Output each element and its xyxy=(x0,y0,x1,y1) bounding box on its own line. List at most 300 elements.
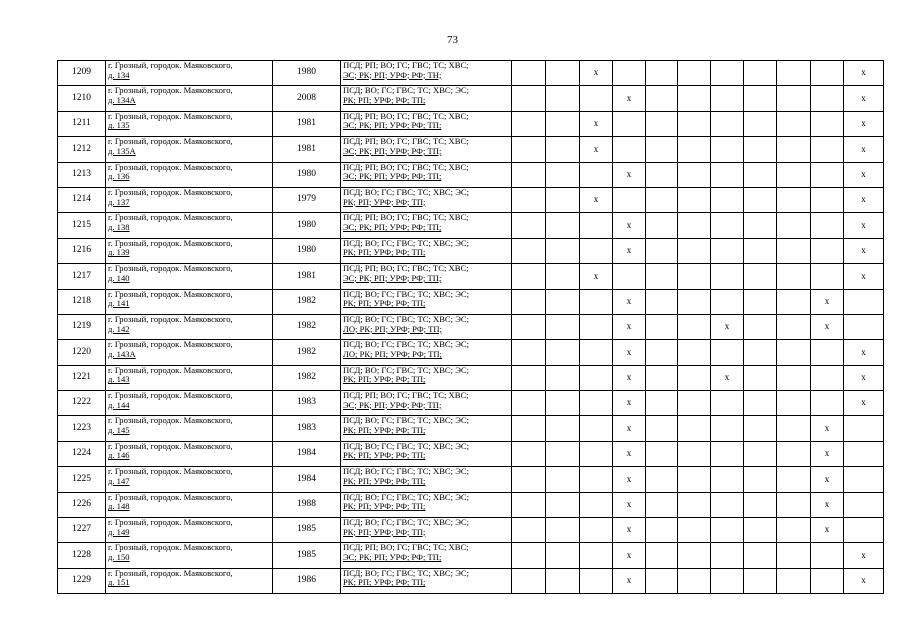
mark-cell xyxy=(777,289,811,314)
systems-line: ПСД; ВО; ГС; ГВС; ТС; ХВС; ЭС; xyxy=(343,492,469,502)
address-line: г. Грозный, городок. Маяковского, xyxy=(108,162,233,172)
mark-cell: x xyxy=(811,467,844,492)
systems-cell xyxy=(341,111,512,136)
address-cell xyxy=(106,61,273,86)
mark-cell xyxy=(546,441,580,466)
house-number: д. 144 xyxy=(108,399,130,410)
mark-cell: x xyxy=(613,86,646,111)
address-line: г. Грозный, городок. Маяковского, xyxy=(108,415,233,426)
systems-line: ПСД; РП; ВО; ГС; ГВС; ТС; ХВС; xyxy=(343,136,469,147)
build-year: 1983 xyxy=(273,416,341,441)
mark-cell xyxy=(512,543,546,568)
mark-cell: x xyxy=(844,264,884,289)
table-row xyxy=(58,518,884,543)
systems-cell xyxy=(341,568,512,593)
systems-line: ПСД; РП; ВО; ГС; ГВС; ТС; ХВС; xyxy=(343,390,469,401)
systems-cell xyxy=(341,162,512,187)
row-number: 1210 xyxy=(58,86,106,111)
systems-line: ЛО; РК; РП; УРФ; РФ; ТП; xyxy=(343,323,442,334)
mark-cell xyxy=(546,314,580,339)
mark-cell: x xyxy=(844,187,884,212)
mark-cell xyxy=(744,391,777,416)
house-number: д. 139 xyxy=(108,247,130,258)
build-year: 1986 xyxy=(273,568,341,593)
mark-cell: x xyxy=(580,137,613,162)
mark-cell xyxy=(646,340,678,365)
systems-line: ПСД; ВО; ГС; ГВС; ТС; ХВС; ЭС; xyxy=(343,238,469,248)
address-line: г. Грозный, городок. Маяковского, xyxy=(108,441,233,451)
mark-cell xyxy=(811,213,844,238)
mark-cell xyxy=(580,518,613,543)
mark-cell xyxy=(646,518,678,543)
systems-line: РК; РП; УРФ; РФ; ТП; xyxy=(343,196,426,207)
house-number: д. 146 xyxy=(108,450,130,461)
row-number: 1218 xyxy=(58,289,106,314)
mark-cell xyxy=(512,111,546,136)
mark-cell xyxy=(613,111,646,136)
mark-cell xyxy=(744,187,777,212)
row-number: 1212 xyxy=(58,137,106,162)
mark-cell xyxy=(580,492,613,517)
mark-cell xyxy=(678,441,711,466)
mark-cell xyxy=(678,238,711,263)
mark-cell xyxy=(678,137,711,162)
systems-line: ЭС; РК; РП; УРФ; РФ; ТП; xyxy=(343,552,442,563)
systems-cell xyxy=(341,289,512,314)
row-number: 1223 xyxy=(58,416,106,441)
mark-cell xyxy=(613,187,646,212)
address-line: г. Грозный, городок. Маяковского, xyxy=(108,365,233,375)
mark-cell xyxy=(580,289,613,314)
mark-cell xyxy=(546,137,580,162)
mark-cell: x xyxy=(613,314,646,339)
mark-cell xyxy=(777,264,811,289)
house-number: д. 143 xyxy=(108,374,130,385)
mark-cell xyxy=(678,187,711,212)
table-row xyxy=(58,568,884,593)
build-year: 1980 xyxy=(273,238,341,263)
mark-cell xyxy=(777,187,811,212)
house-number: д. 148 xyxy=(108,501,130,512)
mark-cell xyxy=(777,213,811,238)
mark-cell: x xyxy=(811,492,844,517)
mark-cell xyxy=(580,314,613,339)
row-number: 1228 xyxy=(58,543,106,568)
mark-cell xyxy=(811,61,844,86)
mark-cell xyxy=(811,568,844,593)
build-year: 1980 xyxy=(273,213,341,238)
systems-line: ПСД; ВО; ГС; ГВС; ТС; ХВС; ЭС; xyxy=(343,415,469,426)
table-row xyxy=(58,441,884,466)
table-row xyxy=(58,492,884,517)
mark-cell xyxy=(777,391,811,416)
systems-line: РК; РП; УРФ; РФ; ТП; xyxy=(343,425,426,436)
mark-cell: x xyxy=(844,111,884,136)
address-line: г. Грозный, городок. Маяковского, xyxy=(108,60,233,70)
systems-line: ПСД; ВО; ГС; ГВС; ТС; ХВС; ЭС; xyxy=(343,85,469,96)
mark-cell xyxy=(777,467,811,492)
mark-cell xyxy=(811,111,844,136)
table-row xyxy=(58,213,884,238)
mark-cell xyxy=(711,568,744,593)
mark-cell xyxy=(512,289,546,314)
mark-cell: x xyxy=(580,111,613,136)
mark-cell xyxy=(646,391,678,416)
address-cell xyxy=(106,416,273,441)
mark-cell xyxy=(580,441,613,466)
mark-cell xyxy=(811,137,844,162)
mark-cell: x xyxy=(613,289,646,314)
table-row xyxy=(58,467,884,492)
mark-cell xyxy=(512,264,546,289)
mark-cell xyxy=(678,467,711,492)
table-row xyxy=(58,111,884,136)
mark-cell xyxy=(646,314,678,339)
build-year: 1983 xyxy=(273,391,341,416)
mark-cell xyxy=(646,568,678,593)
mark-cell xyxy=(744,492,777,517)
mark-cell xyxy=(777,416,811,441)
mark-cell xyxy=(777,61,811,86)
mark-cell: x xyxy=(613,391,646,416)
address-line: г. Грозный, городок. Маяковского, xyxy=(108,111,233,121)
mark-cell: x xyxy=(580,61,613,86)
table-row xyxy=(58,391,884,416)
address-cell xyxy=(106,111,273,136)
mark-cell xyxy=(646,543,678,568)
table-row xyxy=(58,289,884,314)
mark-cell xyxy=(580,340,613,365)
row-number: 1209 xyxy=(58,61,106,86)
mark-cell xyxy=(811,340,844,365)
mark-cell xyxy=(811,543,844,568)
housing-table xyxy=(57,60,884,594)
mark-cell xyxy=(777,137,811,162)
mark-cell xyxy=(711,111,744,136)
page-number: 73 xyxy=(447,34,458,46)
row-number: 1214 xyxy=(58,187,106,212)
address-line: г. Грозный, городок. Маяковского, xyxy=(108,568,233,578)
mark-cell xyxy=(646,264,678,289)
systems-line: ЭС; РК; РП; УРФ; РФ; ТП; xyxy=(343,120,442,131)
systems-line: ЭС; РК; РП; УРФ; РФ; ТП; xyxy=(343,272,442,283)
row-number: 1219 xyxy=(58,314,106,339)
row-number: 1222 xyxy=(58,391,106,416)
table-row xyxy=(58,137,884,162)
address-line: г. Грозный, городок. Маяковского, xyxy=(108,339,233,350)
mark-cell: x xyxy=(844,162,884,187)
mark-cell xyxy=(711,492,744,517)
mark-cell xyxy=(580,213,613,238)
systems-line: РК; РП; УРФ; РФ; ТП; xyxy=(343,94,426,105)
mark-cell xyxy=(546,543,580,568)
mark-cell xyxy=(711,264,744,289)
mark-cell xyxy=(646,365,678,390)
systems-cell xyxy=(341,518,512,543)
systems-line: ЭС; РК; РП; УРФ; РФ; ТП; xyxy=(343,221,442,232)
mark-cell xyxy=(512,314,546,339)
address-cell xyxy=(106,264,273,289)
row-number: 1213 xyxy=(58,162,106,187)
mark-cell xyxy=(512,187,546,212)
build-year: 1980 xyxy=(273,61,341,86)
address-line: г. Грозный, городок. Маяковского, xyxy=(108,289,233,299)
build-year: 1981 xyxy=(273,137,341,162)
mark-cell xyxy=(844,416,884,441)
house-number: д. 136 xyxy=(108,171,130,182)
systems-cell xyxy=(341,61,512,86)
row-number: 1224 xyxy=(58,441,106,466)
systems-line: ПСД; РП; ВО; ГС; ГВС; ТС; ХВС; xyxy=(343,542,469,553)
systems-line: ПСД; РП; ВО; ГС; ГВС; ТС; ХВС; xyxy=(343,60,469,70)
build-year: 1982 xyxy=(273,340,341,365)
mark-cell xyxy=(744,543,777,568)
table-row xyxy=(58,340,884,365)
row-number: 1221 xyxy=(58,365,106,390)
table-row xyxy=(58,314,884,339)
mark-cell xyxy=(512,365,546,390)
address-cell xyxy=(106,86,273,111)
systems-line: ПСД; ВО; ГС; ГВС; ТС; ХВС; ЭС; xyxy=(343,314,469,324)
mark-cell xyxy=(646,162,678,187)
mark-cell xyxy=(512,137,546,162)
systems-line: ПСД; РП; ВО; ГС; ГВС; ТС; ХВС; xyxy=(343,212,469,223)
mark-cell xyxy=(711,467,744,492)
systems-line: ЭС; РК; РП; УРФ; РФ; ТН; xyxy=(343,69,442,80)
mark-cell xyxy=(777,314,811,339)
mark-cell xyxy=(744,238,777,263)
mark-cell xyxy=(844,314,884,339)
address-cell xyxy=(106,187,273,212)
mark-cell xyxy=(512,86,546,111)
mark-cell xyxy=(811,365,844,390)
mark-cell xyxy=(546,162,580,187)
mark-cell xyxy=(580,391,613,416)
systems-line: ПСД; ВО; ГС; ГВС; ТС; ХВС; ЭС; xyxy=(343,187,469,197)
address-cell xyxy=(106,467,273,492)
row-number: 1220 xyxy=(58,340,106,365)
systems-line: РК; РП; УРФ; РФ; ТП; xyxy=(343,247,426,258)
mark-cell: x xyxy=(844,340,884,365)
systems-line: ПСД; ВО; ГС; ГВС; ТС; ХВС; ЭС; xyxy=(343,289,469,299)
systems-cell xyxy=(341,543,512,568)
build-year: 1988 xyxy=(273,492,341,517)
house-number: д. 134А xyxy=(108,94,136,105)
mark-cell: x xyxy=(844,568,884,593)
build-year: 1981 xyxy=(273,264,341,289)
mark-cell xyxy=(546,187,580,212)
systems-line: ПСД; ВО; ГС; ГВС; ТС; ХВС; ЭС; xyxy=(343,568,469,578)
build-year: 2008 xyxy=(273,86,341,111)
mark-cell xyxy=(777,518,811,543)
mark-cell xyxy=(811,187,844,212)
mark-cell: x xyxy=(613,162,646,187)
house-number: д. 135А xyxy=(108,145,136,156)
mark-cell: x xyxy=(811,416,844,441)
mark-cell xyxy=(512,391,546,416)
mark-cell xyxy=(744,162,777,187)
mark-cell xyxy=(678,61,711,86)
systems-line: ПСД; ВО; ГС; ГВС; ТС; ХВС; ЭС; xyxy=(343,517,469,528)
mark-cell xyxy=(512,162,546,187)
mark-cell xyxy=(844,518,884,543)
mark-cell: x xyxy=(711,314,744,339)
mark-cell xyxy=(711,61,744,86)
systems-cell xyxy=(341,441,512,466)
mark-cell xyxy=(512,238,546,263)
mark-cell xyxy=(711,416,744,441)
address-cell xyxy=(106,314,273,339)
build-year: 1984 xyxy=(273,441,341,466)
mark-cell xyxy=(711,162,744,187)
mark-cell: x xyxy=(811,518,844,543)
mark-cell xyxy=(777,86,811,111)
mark-cell xyxy=(646,86,678,111)
build-year: 1985 xyxy=(273,518,341,543)
mark-cell xyxy=(512,441,546,466)
mark-cell xyxy=(844,467,884,492)
mark-cell xyxy=(777,365,811,390)
systems-line: РК; РП; УРФ; РФ; ТП; xyxy=(343,526,426,537)
build-year: 1981 xyxy=(273,111,341,136)
table-row xyxy=(58,86,884,111)
house-number: д. 140 xyxy=(108,272,130,283)
address-line: г. Грозный, городок. Маяковского, xyxy=(108,314,233,324)
systems-line: ПСД; ВО; ГС; ГВС; ТС; ХВС; ЭС; xyxy=(343,365,469,375)
mark-cell: x xyxy=(613,416,646,441)
mark-cell xyxy=(546,213,580,238)
address-line: г. Грозный, городок. Маяковского, xyxy=(108,238,233,248)
address-line: г. Грозный, городок. Маяковского, xyxy=(108,390,233,401)
mark-cell xyxy=(744,289,777,314)
address-cell xyxy=(106,518,273,543)
systems-cell xyxy=(341,137,512,162)
mark-cell xyxy=(646,441,678,466)
mark-cell xyxy=(580,86,613,111)
mark-cell xyxy=(646,137,678,162)
mark-cell xyxy=(646,289,678,314)
mark-cell xyxy=(678,264,711,289)
mark-cell xyxy=(580,543,613,568)
row-number: 1229 xyxy=(58,568,106,593)
systems-cell xyxy=(341,238,512,263)
mark-cell xyxy=(546,289,580,314)
address-cell xyxy=(106,391,273,416)
mark-cell xyxy=(777,568,811,593)
table-row xyxy=(58,365,884,390)
build-year: 1984 xyxy=(273,467,341,492)
systems-line: ЛО; РК; РП; УРФ; РФ; ТП; xyxy=(343,348,442,359)
mark-cell xyxy=(711,441,744,466)
row-number: 1227 xyxy=(58,518,106,543)
mark-cell xyxy=(811,264,844,289)
row-number: 1225 xyxy=(58,467,106,492)
mark-cell: x xyxy=(844,86,884,111)
systems-line: РК; РП; УРФ; РФ; ТП; xyxy=(343,450,426,461)
systems-line: РК; РП; УРФ; РФ; ТП; xyxy=(343,374,426,385)
systems-line: ПСД; ВО; ГС; ГВС; ТС; ХВС; ЭС; xyxy=(343,466,469,477)
systems-cell xyxy=(341,314,512,339)
systems-cell xyxy=(341,340,512,365)
mark-cell xyxy=(777,441,811,466)
mark-cell xyxy=(744,137,777,162)
house-number: д. 142 xyxy=(108,323,130,334)
address-line: г. Грозный, городок. Маяковского, xyxy=(108,136,233,147)
mark-cell xyxy=(777,340,811,365)
mark-cell xyxy=(711,391,744,416)
mark-cell: x xyxy=(580,264,613,289)
mark-cell xyxy=(678,543,711,568)
mark-cell xyxy=(646,416,678,441)
mark-cell: x xyxy=(844,213,884,238)
mark-cell xyxy=(711,137,744,162)
build-year: 1980 xyxy=(273,162,341,187)
mark-cell xyxy=(711,340,744,365)
mark-cell: x xyxy=(711,365,744,390)
mark-cell: x xyxy=(613,340,646,365)
row-number: 1226 xyxy=(58,492,106,517)
mark-cell xyxy=(678,365,711,390)
address-cell xyxy=(106,289,273,314)
systems-cell xyxy=(341,264,512,289)
mark-cell xyxy=(744,467,777,492)
mark-cell xyxy=(546,416,580,441)
mark-cell xyxy=(613,264,646,289)
systems-cell xyxy=(341,86,512,111)
row-number: 1216 xyxy=(58,238,106,263)
mark-cell xyxy=(546,61,580,86)
systems-line: РК; РП; УРФ; РФ; ТП; xyxy=(343,577,426,588)
mark-cell xyxy=(580,416,613,441)
address-cell xyxy=(106,543,273,568)
mark-cell xyxy=(777,111,811,136)
systems-line: ПСД; ВО; ГС; ГВС; ТС; ХВС; ЭС; xyxy=(343,339,469,350)
mark-cell xyxy=(678,518,711,543)
mark-cell xyxy=(546,568,580,593)
mark-cell xyxy=(512,492,546,517)
mark-cell: x xyxy=(613,467,646,492)
mark-cell: x xyxy=(613,518,646,543)
mark-cell: x xyxy=(613,213,646,238)
mark-cell xyxy=(512,416,546,441)
mark-cell xyxy=(512,467,546,492)
table-row xyxy=(58,187,884,212)
address-line: г. Грозный, городок. Маяковского, xyxy=(108,517,233,528)
mark-cell: x xyxy=(844,137,884,162)
mark-cell xyxy=(744,264,777,289)
table-row xyxy=(58,416,884,441)
mark-cell xyxy=(613,61,646,86)
mark-cell xyxy=(744,568,777,593)
mark-cell xyxy=(646,61,678,86)
systems-line: ЭС; РК; РП; УРФ; РФ; ТП; xyxy=(343,171,442,182)
house-number: д. 137 xyxy=(108,196,130,207)
mark-cell xyxy=(744,61,777,86)
mark-cell xyxy=(711,238,744,263)
address-line: г. Грозный, городок. Маяковского, xyxy=(108,263,233,274)
mark-cell xyxy=(646,467,678,492)
house-number: д. 135 xyxy=(108,120,130,131)
mark-cell xyxy=(512,61,546,86)
mark-cell xyxy=(678,416,711,441)
mark-cell xyxy=(678,111,711,136)
mark-cell xyxy=(512,340,546,365)
mark-cell xyxy=(744,340,777,365)
mark-cell xyxy=(711,187,744,212)
house-number: д. 149 xyxy=(108,526,130,537)
address-cell xyxy=(106,137,273,162)
mark-cell xyxy=(646,213,678,238)
